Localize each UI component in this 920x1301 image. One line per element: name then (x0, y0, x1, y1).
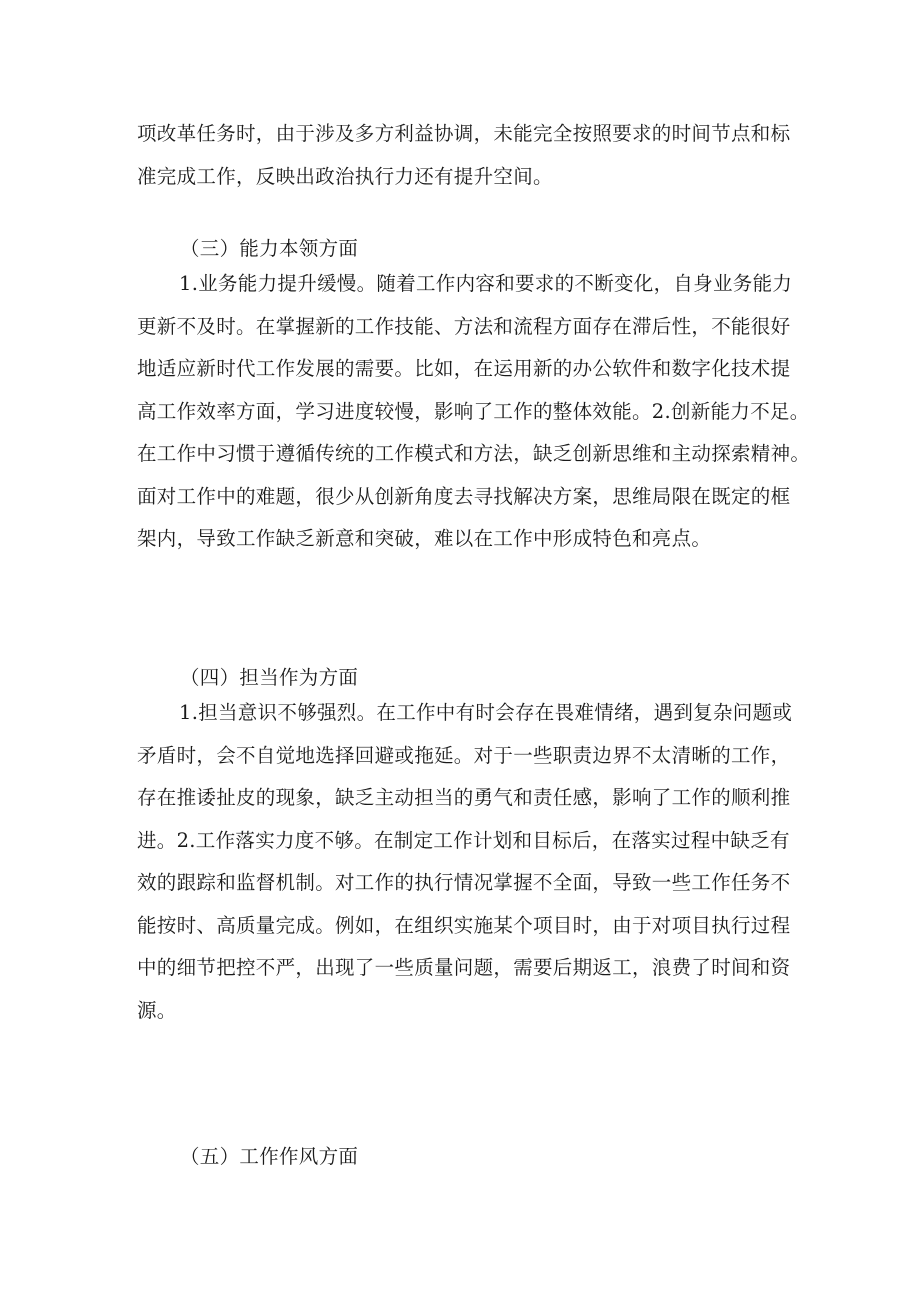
paragraph-line: 架内，导致工作缺乏新意和突破，难以在工作中形成特色和亮点。 (137, 527, 712, 550)
section-heading-3: （三）能力本领方面 (180, 237, 359, 260)
paragraph-intro (137, 113, 791, 198)
paragraph-line: 准完成工作，反映出政治执行力还有提升空间。 (137, 164, 553, 188)
paragraph-line: 效的跟踪和监督机制。对工作的执行情况掌握不全面，导致一些工作任务不 (137, 871, 791, 894)
paragraph-line: 地适应新时代工作发展的需要。比如，在运用新的办公软件和数字化技术提 (137, 357, 791, 380)
paragraph-line: 更新不及时。在掌握新的工作技能、方法和流程方面存在滞后性，不能很好 (137, 314, 791, 338)
paragraph-line: 1.担当意识不够强烈。在工作中有时会存在畏难情绪，遇到复杂问题或 (179, 701, 793, 724)
paragraph-line: 矛盾时，会不自觉地选择回避或拖延。对于一些职责边界不太清晰的工作， (137, 743, 791, 767)
paragraph-line: 中的细节把控不严，出现了一些质量问题，需要后期返工，浪费了时间和资 (137, 956, 791, 979)
paragraph-section-4 (137, 670, 793, 1032)
paragraph-line: 源。 (137, 998, 177, 1022)
paragraph-line: 项改革任务时，由于涉及多方利益协调，未能完全按照要求的时间节点和标 (137, 122, 791, 145)
paragraph-section-3 (137, 241, 811, 561)
paragraph-line: 能按时、高质量完成。例如，在组织实施某个项目时，由于对项目执行过程 (137, 913, 791, 937)
section-heading-5: （五）工作作风方面 (180, 1145, 359, 1168)
paragraph-line: 高工作效率方面，学习进度较慢，影响了工作的整体效能。2.创新能力不足。 (137, 399, 810, 423)
section-heading-4: （四）担当作为方面 (180, 666, 359, 689)
paragraph-line: 1.业务能力提升缓慢。随着工作内容和要求的不断变化，自身业务能力 (179, 272, 793, 295)
paragraph-line: 在工作中习惯于遵循传统的工作模式和方法，缺乏创新思维和主动探索精神。 (137, 442, 811, 465)
paragraph-line: 存在推诿扯皮的现象，缺乏主动担当的勇气和责任感，影响了工作的顺利推 (137, 786, 791, 809)
paragraph-line: 进。2.工作落实力度不够。在制定工作计划和目标后，在落实过程中缺乏有 (137, 828, 790, 852)
paragraph-line: 面对工作中的难题，很少从创新角度去寻找解决方案，思维局限在既定的框 (137, 484, 791, 508)
